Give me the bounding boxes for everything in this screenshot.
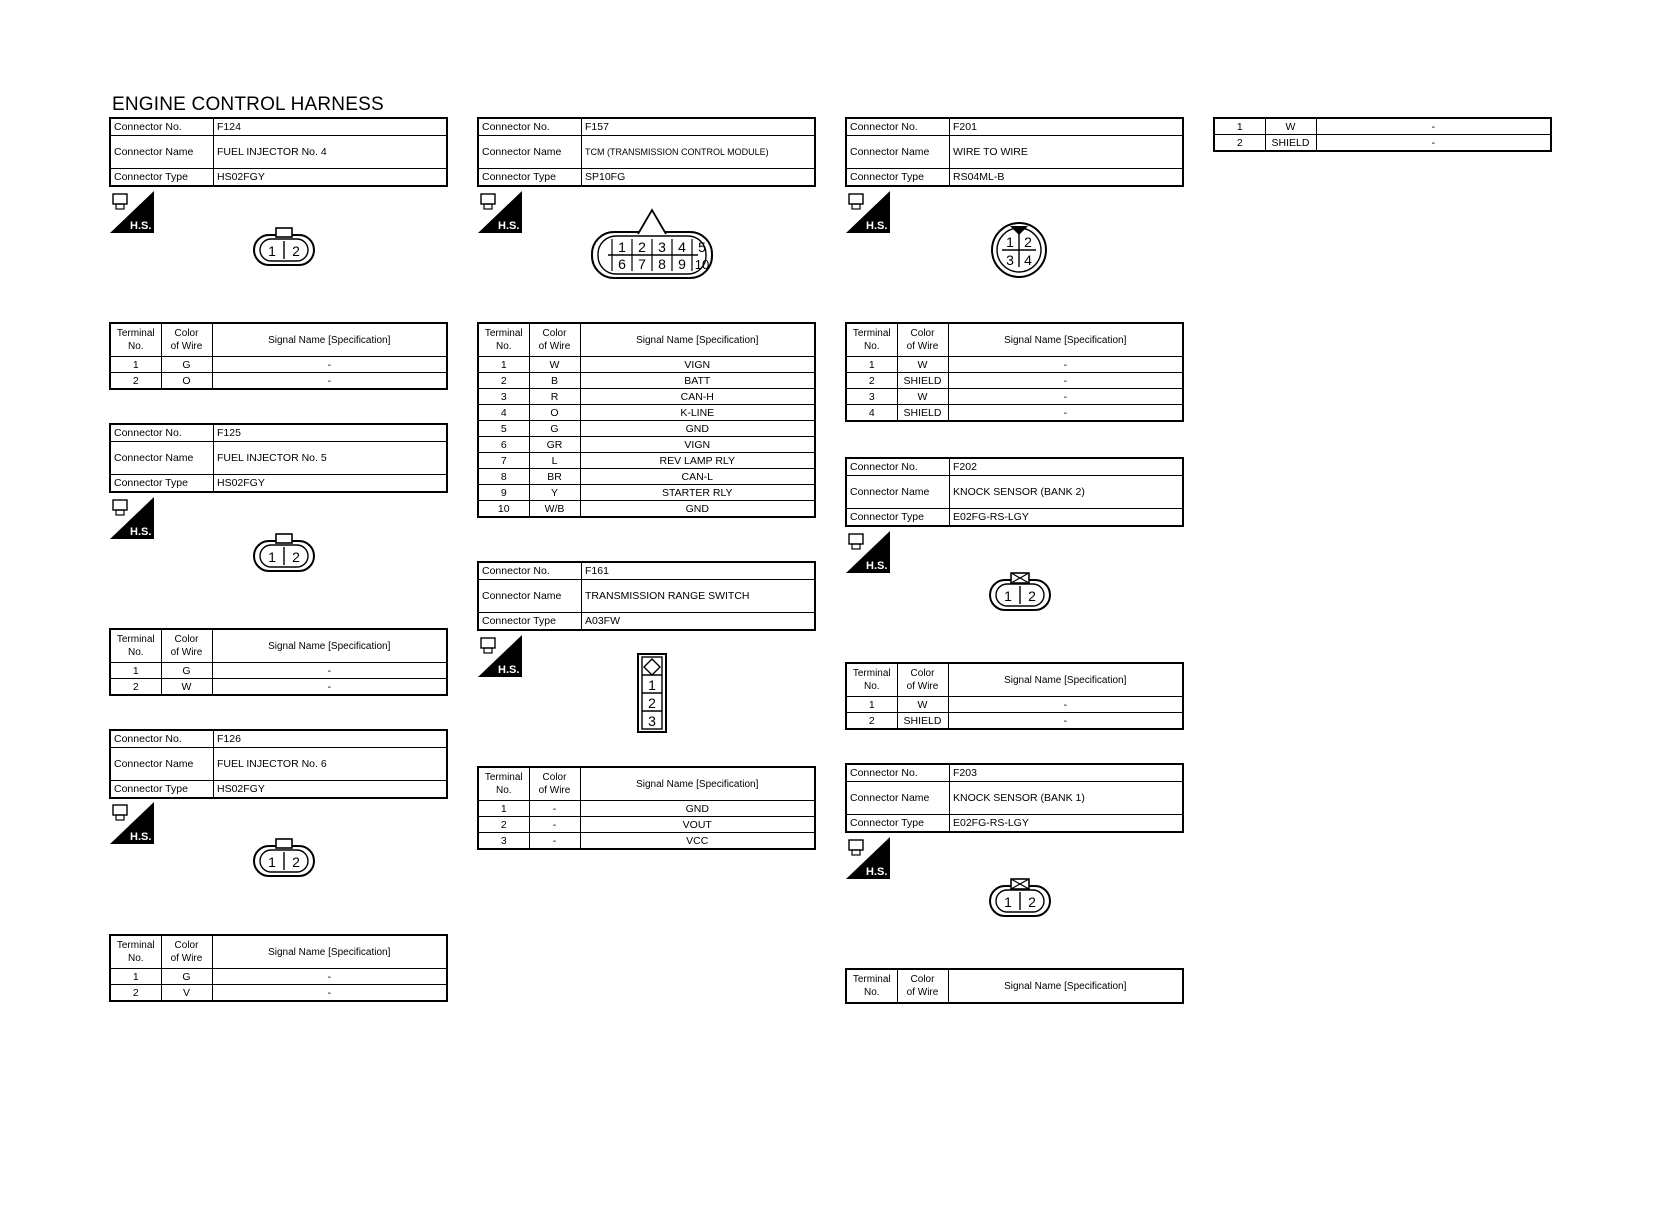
harness-side-icon xyxy=(846,837,890,879)
table-row: 1 G - xyxy=(110,969,447,985)
connector-no-value: F161 xyxy=(582,562,816,580)
harness-side-icon xyxy=(110,802,154,844)
connector-face-f201 xyxy=(988,221,1050,284)
terminal-header: Terminal No. xyxy=(110,323,161,357)
svg-text:2: 2 xyxy=(638,239,646,255)
pin-label: 1 xyxy=(268,243,276,259)
connector-type-label: Connector Type xyxy=(110,169,214,187)
connector-face-f157 xyxy=(590,208,714,287)
harness-side-icon xyxy=(478,635,522,677)
table-row: 4 O K-LINE xyxy=(478,405,815,421)
harness-side-icon xyxy=(846,191,890,233)
connector-type-value: E02FG-RS-LGY xyxy=(950,815,1184,833)
table-row: 2 SHIELD - xyxy=(846,713,1183,730)
harness-side-icon xyxy=(110,497,154,539)
svg-text:3: 3 xyxy=(658,239,666,255)
svg-text:3: 3 xyxy=(1006,252,1014,268)
connector-name-value: KNOCK SENSOR (BANK 2) xyxy=(950,476,1184,509)
connector-face-f161 xyxy=(636,652,668,739)
table-row: 1 W - xyxy=(846,697,1183,713)
connector-name-value: TRANSMISSION RANGE SWITCH xyxy=(582,580,816,613)
connector-info-f201: Connector No. F201 Connector Name WIRE TO WIRE Connector Type RS04ML-B xyxy=(845,117,1184,187)
signal-header: Signal Name [Specification] xyxy=(212,323,447,357)
connector-no-value: F203 xyxy=(950,764,1184,782)
svg-text:H.S.: H.S. xyxy=(498,664,520,676)
connector-name-value: FUEL INJECTOR No. 5 xyxy=(214,442,448,475)
terminal-table-f201: Terminal No. Color of Wire Signal Name [Specification] 1 W - 2 SHIELD - 3 W - 4 SHIELD - xyxy=(845,322,1184,422)
table-row: 1 - GND xyxy=(478,801,815,817)
terminal-table-f125: Terminal No. Color of Wire Signal Name [Specification] 1 G - 2 W - xyxy=(109,628,448,696)
svg-text:H.S.: H.S. xyxy=(130,831,152,843)
table-row: 2 - VOUT xyxy=(478,817,815,833)
connector-info-f124 xyxy=(109,117,448,187)
svg-text:2: 2 xyxy=(1028,588,1036,604)
table-row: 1 W - xyxy=(1214,118,1551,135)
table-row: 2 V - xyxy=(110,985,447,1002)
pin-label: 2 xyxy=(292,243,300,259)
terminal-table-f126: Terminal No. Color of Wire Signal Name [Specification] 1 G - 2 V - xyxy=(109,934,448,1002)
table-row: 8 BR CAN-L xyxy=(478,469,815,485)
table-row: 3 - VCC xyxy=(478,833,815,850)
connector-face-f126 xyxy=(252,838,316,883)
svg-text:H.S.: H.S. xyxy=(866,560,888,572)
terminal-table-f203: Terminal No. Color of Wire Signal Name [Specification] xyxy=(845,968,1184,1004)
connector-info-f203: Connector No. F203 Connector Name KNOCK SENSOR (BANK 1) Connector Type E02FG-RS-LGY xyxy=(845,763,1184,833)
connector-no-value: F202 xyxy=(950,458,1184,476)
connector-type-value: RS04ML-B xyxy=(950,169,1184,187)
svg-text:1: 1 xyxy=(268,549,276,565)
connector-type-value: A03FW xyxy=(582,613,816,631)
connector-type-value: E02FG-RS-LGY xyxy=(950,509,1184,527)
svg-text:4: 4 xyxy=(1024,252,1032,268)
connector-type-value: HS02FGY xyxy=(214,475,448,493)
connector-name-value: FUEL INJECTOR No. 6 xyxy=(214,748,448,781)
connector-type-value: HS02FGY xyxy=(214,169,448,187)
svg-text:2: 2 xyxy=(292,854,300,870)
table-row: 1 G - xyxy=(110,663,447,679)
svg-text:1: 1 xyxy=(648,677,656,693)
svg-text:H.S.: H.S. xyxy=(130,526,152,538)
table-row: 1 W - xyxy=(846,357,1183,373)
svg-text:2: 2 xyxy=(648,695,656,711)
connector-face-f125 xyxy=(252,533,316,578)
table-row: 2 SHIELD - xyxy=(846,373,1183,389)
connector-no-value: F157 xyxy=(582,118,816,136)
connector-type-value: SP10FG xyxy=(582,169,816,187)
svg-text:H.S.: H.S. xyxy=(866,220,888,232)
table-row: 9 Y STARTER RLY xyxy=(478,485,815,501)
svg-text:H.S.: H.S. xyxy=(498,220,520,232)
connector-info-f125: Connector No. F125 Connector Name FUEL INJECTOR No. 5 Connector Type HS02FGY xyxy=(109,423,448,493)
svg-text:9: 9 xyxy=(678,256,686,272)
table-row: 7 L REV LAMP RLY xyxy=(478,453,815,469)
connector-info-f161: Connector No. F161 Connector Name TRANSMISSION RANGE SWITCH Connector Type A03FW xyxy=(477,561,816,631)
svg-text:3: 3 xyxy=(648,713,656,729)
svg-text:5: 5 xyxy=(698,239,706,255)
table-row: 4 SHIELD - xyxy=(846,405,1183,422)
table-row: 2 SHIELD - xyxy=(1214,135,1551,152)
svg-text:7: 7 xyxy=(638,256,646,272)
harness-side-icon xyxy=(478,191,522,233)
table-row: 2 B BATT xyxy=(478,373,815,389)
connector-no-label: Connector No. xyxy=(110,118,214,136)
connector-info-f202: Connector No. F202 Connector Name KNOCK SENSOR (BANK 2) Connector Type E02FG-RS-LGY xyxy=(845,457,1184,527)
connector-type-value: HS02FGY xyxy=(214,781,448,799)
table-row: 2 O - xyxy=(110,373,447,390)
terminal-table-f161: Terminal No. Color of Wire Signal Name [Specification] 1 - GND 2 - VOUT 3 - VCC xyxy=(477,766,816,850)
terminal-table-f157: Terminal No. Color of Wire Signal Name [Specification] 1 W VIGN 2 B BATT 3 R CAN-H 4 O K-LINE 5 G GND 6 GR VIGN 7 L REV LAMP RLY 8 BR CAN-L 9 Y STARTER RLY 10 W/B GND xyxy=(477,322,816,518)
page-title: ENGINE CONTROL HARNESS xyxy=(112,94,384,115)
svg-text:6: 6 xyxy=(618,256,626,272)
svg-text:2: 2 xyxy=(292,549,300,565)
svg-text:2: 2 xyxy=(1028,894,1036,910)
color-header: Color of Wire xyxy=(161,323,212,357)
connector-name-value: KNOCK SENSOR (BANK 1) xyxy=(950,782,1184,815)
table-row: 10 W/B GND xyxy=(478,501,815,518)
connector-info-f126: Connector No. F126 Connector Name FUEL INJECTOR No. 6 Connector Type HS02FGY xyxy=(109,729,448,799)
connector-name-label: Connector Name xyxy=(110,136,214,169)
table-row: 6 GR VIGN xyxy=(478,437,815,453)
table-row: 5 G GND xyxy=(478,421,815,437)
table-row: 3 R CAN-H xyxy=(478,389,815,405)
connector-face-f124 xyxy=(252,227,316,272)
svg-text:10: 10 xyxy=(694,257,710,272)
svg-text:4: 4 xyxy=(678,239,686,255)
table-row: 3 W - xyxy=(846,389,1183,405)
terminal-table-f124 xyxy=(109,322,448,390)
svg-text:1: 1 xyxy=(1004,588,1012,604)
hs-badge-text: H.S. xyxy=(130,220,152,232)
terminal-table-continuation xyxy=(1213,117,1552,152)
svg-text:H.S.: H.S. xyxy=(866,866,888,878)
connector-no-value: F124 xyxy=(214,118,448,136)
harness-side-icon xyxy=(846,531,890,573)
connector-face-f202 xyxy=(988,572,1052,617)
connector-name-value: FUEL INJECTOR No. 4 xyxy=(214,136,448,169)
harness-side-icon xyxy=(110,191,154,233)
connector-info-f157: Connector No. F157 Connector Name TCM (TRANSMISSION CONTROL MODULE) Connector Type SP10FG xyxy=(477,117,816,187)
connector-name-value: WIRE TO WIRE xyxy=(950,136,1184,169)
connector-name-value: TCM (TRANSMISSION CONTROL MODULE) xyxy=(582,136,816,169)
svg-text:2: 2 xyxy=(1024,234,1032,250)
table-row: 1 G - xyxy=(110,357,447,373)
svg-text:1: 1 xyxy=(1004,894,1012,910)
svg-text:8: 8 xyxy=(658,256,666,272)
svg-text:1: 1 xyxy=(1006,234,1014,250)
connector-no-value: F125 xyxy=(214,424,448,442)
terminal-table-f202: Terminal No. Color of Wire Signal Name [Specification] 1 W - 2 SHIELD - xyxy=(845,662,1184,730)
table-row: 2 W - xyxy=(110,679,447,696)
connector-face-f203 xyxy=(988,878,1052,923)
connector-no-value: F201 xyxy=(950,118,1184,136)
svg-text:1: 1 xyxy=(268,854,276,870)
table-row: 1 W VIGN xyxy=(478,357,815,373)
svg-text:1: 1 xyxy=(618,239,626,255)
connector-no-value: F126 xyxy=(214,730,448,748)
